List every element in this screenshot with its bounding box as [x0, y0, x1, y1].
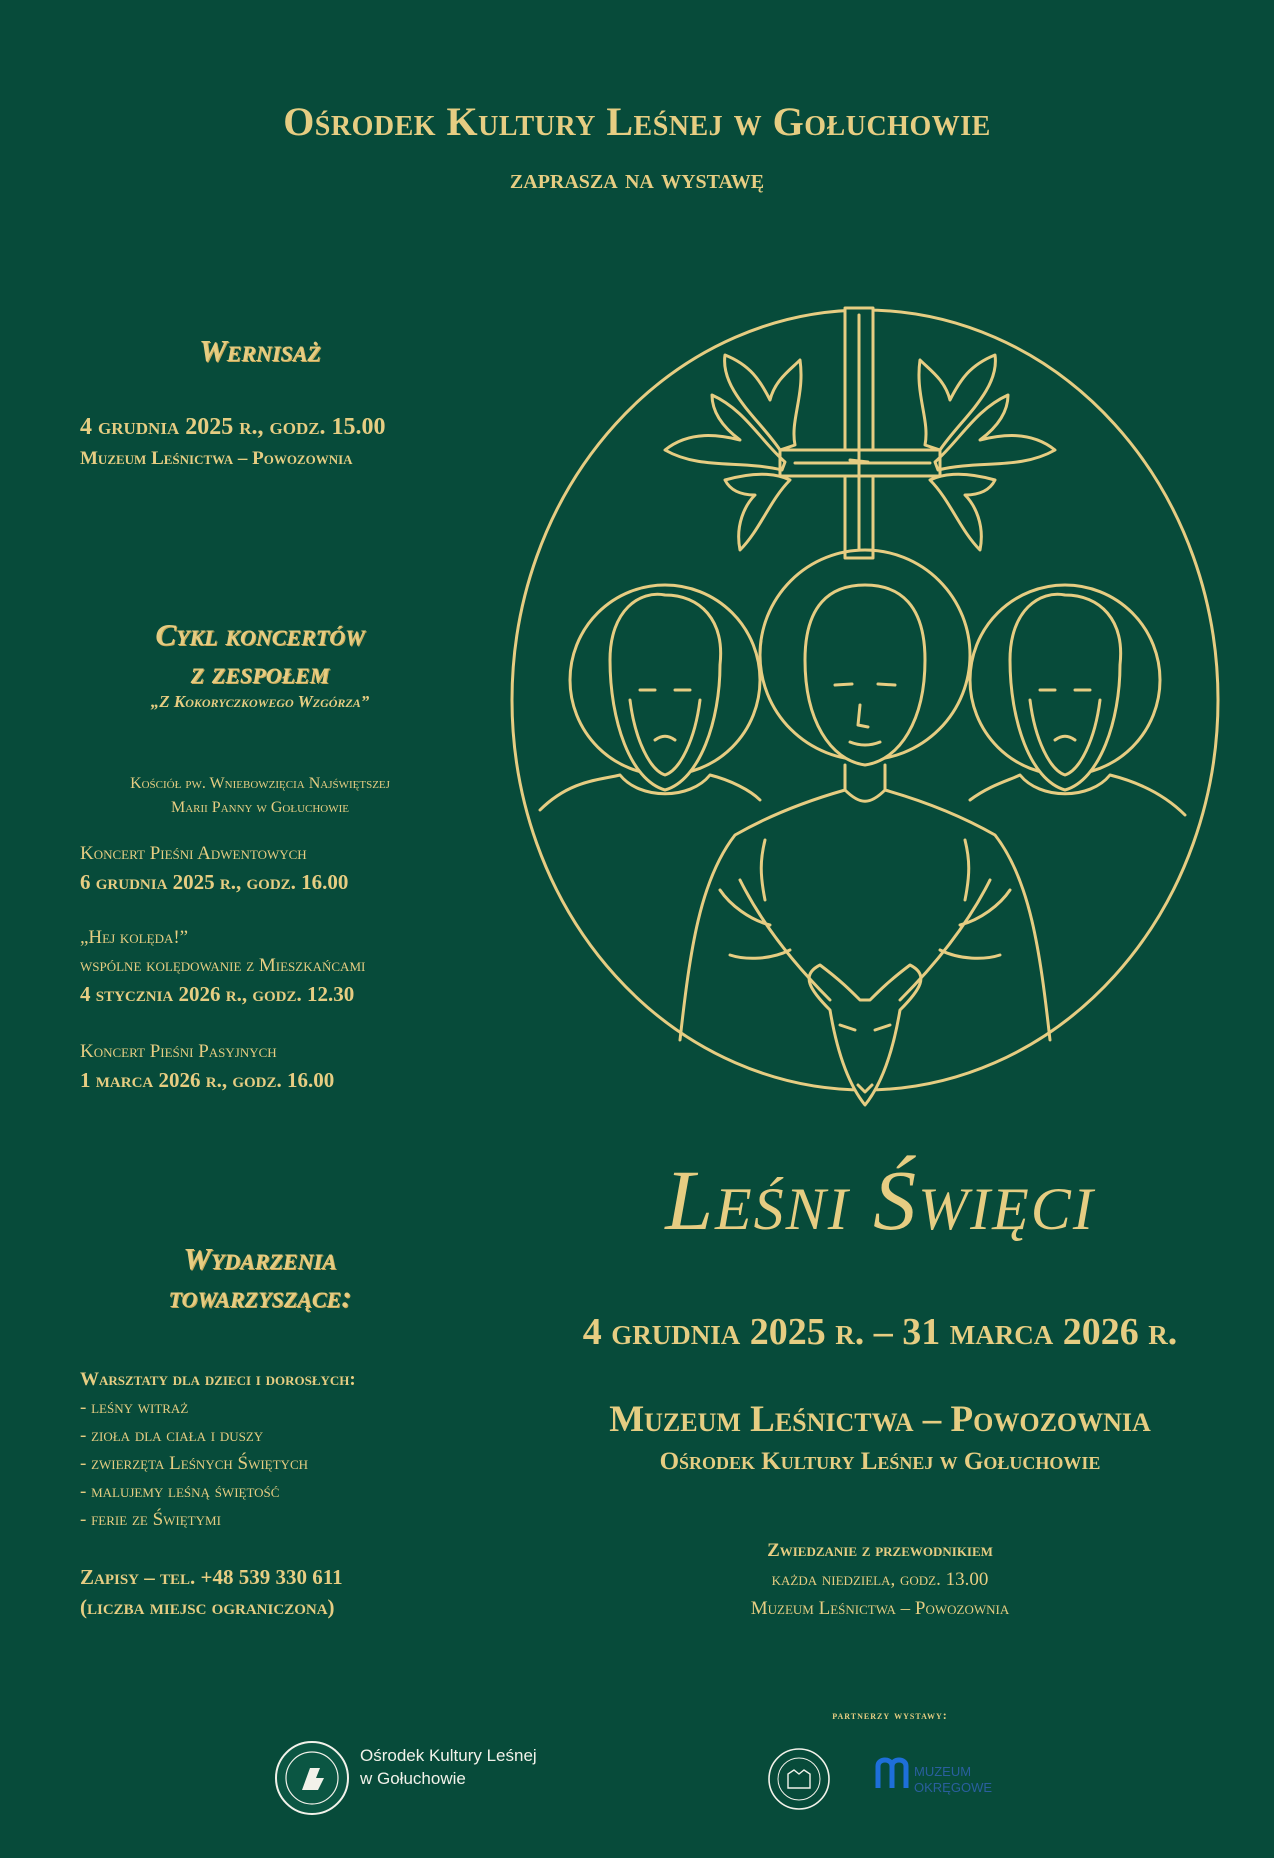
concert-series-title	[80, 616, 440, 692]
list-item: - zwierzęta Leśnych Świętych	[80, 1453, 309, 1474]
church-line1: Kościół pw. Wniebowzięcia Najświętszej	[130, 775, 390, 792]
cross-icon	[780, 308, 940, 558]
concert-event	[80, 840, 500, 896]
organizer-logo-text	[360, 1744, 620, 1790]
right-saint-figure	[970, 594, 1185, 815]
church-name	[80, 772, 440, 820]
exhibition-title: Leśni Święci	[665, 1152, 1095, 1248]
list-item: - leśny witraż	[80, 1397, 189, 1418]
center-halo	[760, 550, 970, 760]
event-title: Koncert Pieśni Adwentowych	[80, 843, 307, 864]
side-events-title-line1: Wydarzenia	[183, 1241, 337, 1276]
side-events-title-line2: towarzyszące:	[168, 1279, 352, 1314]
oak-leaves-icon	[665, 355, 1055, 550]
church-line2: Marii Panny w Gołuchowie	[170, 799, 350, 816]
ensemble-name: „Z Kokoryczkowego Wzgórza”	[150, 692, 370, 711]
medallion-ellipse	[512, 310, 1218, 1090]
event-date: 6 grudnia 2025 r., godz. 16.00	[80, 870, 349, 894]
workshops-heading: Warsztaty dla dzieci i dorosłych:	[80, 1369, 356, 1390]
list-item: - zioła dla ciała i duszy	[80, 1425, 264, 1446]
tour-place: Muzeum Leśnictwa – Powozownia	[750, 1598, 1010, 1619]
organizer-logo-line2: w Gołuchowie	[360, 1769, 466, 1788]
organizer-logo-line1: Ośrodek Kultury Leśnej	[360, 1746, 537, 1765]
tour-heading: Zwiedzanie z przewodnikiem	[767, 1540, 993, 1561]
concert-title-line1: Cykl koncertów	[155, 617, 365, 652]
exhibition-dates: 4 grudnia 2025 r. – 31 marca 2026 r.	[582, 1311, 1178, 1353]
signup-info	[80, 1562, 520, 1622]
concert-title-line2: z zespołem	[190, 655, 330, 690]
exhibition-venue: Muzeum Leśnictwa – Powozownia	[609, 1399, 1151, 1440]
museum-castle-logo	[766, 1746, 832, 1812]
event-subtitle: wspólne kolędowanie z Mieszkańcami	[80, 955, 366, 976]
center-saint-figure	[680, 585, 1050, 1040]
list-item: - ferie ze Świętymi	[80, 1509, 221, 1530]
concert-event	[80, 924, 500, 1008]
event-date: 4 stycznia 2026 r., godz. 12.30	[80, 982, 355, 1006]
stag-icon	[720, 840, 1010, 1105]
museum-okregowe-logo	[874, 1748, 1024, 1808]
concert-event	[80, 1038, 500, 1094]
wernisaz-date: 4 grudnia 2025 r., godz. 15.00	[80, 414, 386, 440]
organizer-heading: Ośrodek Kultury Leśnej w Gołuchowie	[283, 99, 991, 144]
left-halo	[570, 585, 760, 775]
guided-tour-info	[500, 1536, 1260, 1623]
workshops-list	[80, 1366, 500, 1534]
tour-time: każda niedziela, godz. 13.00	[771, 1569, 989, 1590]
event-date: 1 marca 2026 r., godz. 16.00	[80, 1068, 335, 1092]
event-title: „Hej kolęda!”	[80, 927, 189, 948]
side-events-title	[80, 1240, 440, 1316]
event-title: Koncert Pieśni Pasyjnych	[80, 1041, 277, 1062]
wernisaz-title: Wernisaż	[199, 333, 321, 368]
exhibition-venue-organizer: Ośrodek Kultury Leśnej w Gołuchowie	[659, 1448, 1101, 1475]
left-saint-figure	[540, 594, 760, 810]
right-halo	[970, 585, 1160, 775]
lasy-panstwowe-logo	[272, 1738, 352, 1818]
signup-note: (liczba miejsc ograniczona)	[80, 1595, 335, 1619]
wernisaz-place: Muzeum Leśnictwa – Powozownia	[80, 448, 353, 469]
partner2-line2: OKRĘGOWE	[914, 1780, 993, 1795]
list-item: - malujemy leśną świętość	[80, 1481, 280, 1502]
signup-phone: Zapisy – tel. +48 539 330 611	[80, 1565, 343, 1589]
partners-label: partnerzy wystawy:	[832, 1708, 948, 1722]
invite-subheading: zaprasza na wystawę	[509, 163, 765, 195]
partner2-line1: MUZEUM	[914, 1764, 972, 1779]
